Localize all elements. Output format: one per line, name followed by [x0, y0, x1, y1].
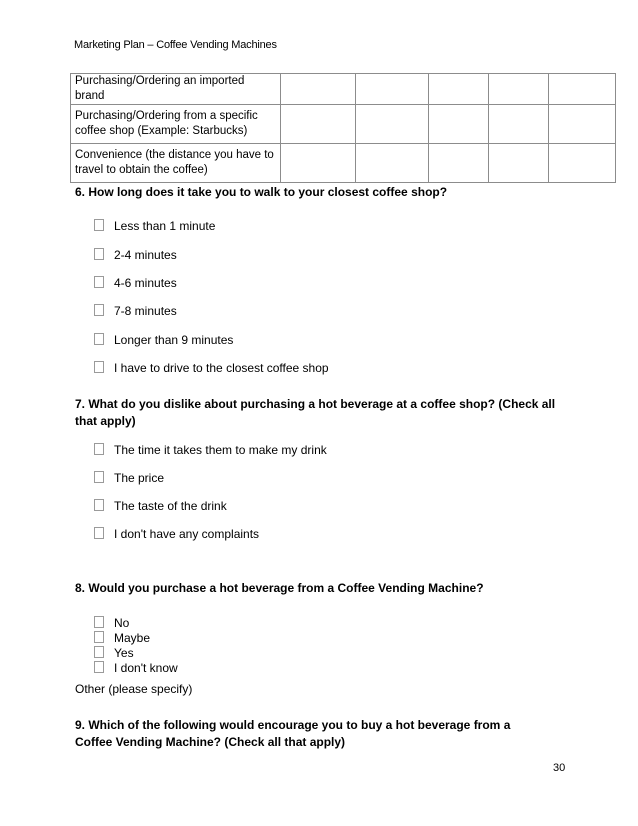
rating-table — [70, 73, 616, 183]
option-item[interactable] — [94, 361, 329, 376]
rating-cell[interactable] — [549, 105, 616, 144]
checkbox[interactable] — [94, 276, 104, 288]
rating-cell[interactable] — [281, 144, 356, 183]
rating-cell[interactable] — [489, 144, 549, 183]
rating-cell[interactable] — [429, 105, 489, 144]
checkbox[interactable] — [94, 616, 104, 628]
question-9: 9. Which of the following would encourage you to buy a hot beverage from a Coffee Vending Machine? (Check all that apply) — [75, 718, 511, 749]
option-label: Longer than 9 minutes — [114, 333, 234, 347]
rating-cell[interactable] — [281, 105, 356, 144]
question-8: 8. Would you purchase a hot beverage from a Coffee Vending Machine? — [75, 581, 484, 595]
rating-cell[interactable] — [356, 74, 429, 105]
page-number: 30 — [553, 762, 566, 774]
checkbox[interactable] — [94, 443, 104, 455]
option-item[interactable] — [94, 616, 129, 631]
checkbox[interactable] — [94, 304, 104, 316]
row-label: Purchasing/Ordering from a specific coffee shop (Example: Starbucks) — [71, 105, 281, 144]
rating-cell[interactable] — [281, 74, 356, 105]
checkbox[interactable] — [94, 471, 104, 483]
option-item[interactable] — [94, 304, 177, 319]
option-item[interactable] — [94, 646, 134, 661]
option-item[interactable] — [94, 661, 178, 676]
checkbox[interactable] — [94, 499, 104, 511]
checkbox[interactable] — [94, 631, 104, 643]
option-item[interactable] — [94, 443, 327, 458]
checkbox[interactable] — [94, 527, 104, 539]
option-label: Maybe — [114, 631, 151, 645]
rating-cell[interactable] — [549, 74, 616, 105]
option-label: 2-4 minutes — [114, 248, 177, 262]
option-item[interactable] — [94, 248, 177, 263]
checkbox[interactable] — [94, 248, 104, 260]
table-row — [71, 144, 616, 183]
checkbox[interactable] — [94, 661, 104, 673]
option-label: The taste of the drink — [114, 499, 227, 513]
rating-cell[interactable] — [429, 74, 489, 105]
option-label: I don't know — [114, 661, 178, 675]
rating-cell[interactable] — [429, 144, 489, 183]
checkbox[interactable] — [94, 646, 104, 658]
option-item[interactable] — [94, 499, 227, 514]
rating-cell[interactable] — [489, 74, 549, 105]
checkbox[interactable] — [94, 333, 104, 345]
option-item[interactable] — [94, 333, 233, 348]
row-label: Purchasing/Ordering an imported brand — [71, 74, 281, 105]
page-header: Marketing Plan – Coffee Vending Machines — [74, 39, 277, 51]
other-specify-label: Other (please specify) — [75, 682, 193, 696]
option-label: Yes — [114, 646, 134, 660]
question-7: 7. What do you dislike about purchasing a hot beverage at a coffee shop? (Check all that apply) — [75, 397, 556, 428]
table-row — [71, 74, 616, 105]
option-label: I have to drive to the closest coffee shop — [114, 361, 329, 375]
option-item[interactable] — [94, 276, 177, 291]
option-item[interactable] — [94, 527, 259, 542]
checkbox[interactable] — [94, 361, 104, 373]
question-6: 6. How long does it take you to walk to your closest coffee shop? — [75, 185, 448, 199]
rating-cell[interactable] — [549, 144, 616, 183]
table-row — [71, 105, 616, 144]
row-label: Convenience (the distance you have to travel to obtain the coffee) — [71, 144, 281, 183]
rating-cell[interactable] — [356, 105, 429, 144]
option-label: No — [114, 616, 130, 630]
option-label: The time it takes them to make my drink — [114, 443, 327, 457]
option-item[interactable] — [94, 219, 215, 234]
option-label: Less than 1 minute — [114, 219, 216, 233]
checkbox[interactable] — [94, 219, 104, 231]
rating-cell[interactable] — [356, 144, 429, 183]
option-item[interactable] — [94, 631, 150, 646]
option-label: I don't have any complaints — [114, 527, 260, 541]
option-item[interactable] — [94, 471, 164, 486]
rating-cell[interactable] — [489, 105, 549, 144]
option-label: The price — [114, 471, 165, 485]
option-label: 7-8 minutes — [114, 304, 177, 318]
option-label: 4-6 minutes — [114, 276, 177, 290]
